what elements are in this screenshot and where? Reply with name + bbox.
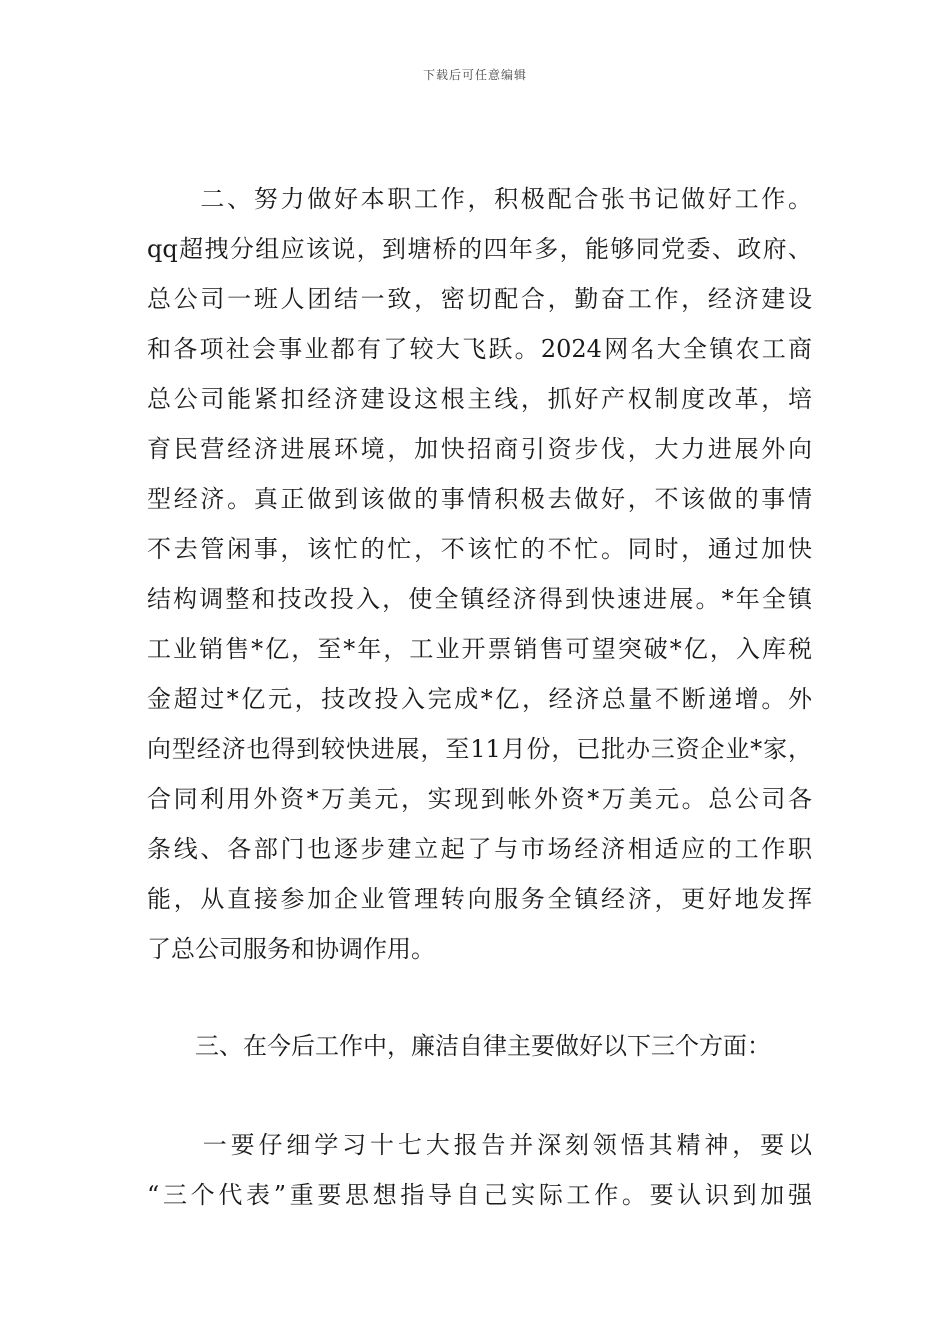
text-line: 工业销售*亿，至*年，工业开票销售可望突破*亿，入库税 (147, 635, 812, 663)
text-line: 一要仔细学习十七大报告并深刻领悟其精神，要以 (147, 1131, 812, 1159)
text-line: 合同利用外资*万美元，实现到帐外资*万美元。总公司各 (147, 785, 812, 813)
text-line: 三、在今后工作中，廉洁自律主要做好以下三个方面： (147, 1032, 771, 1060)
text-line: 二、努力做好本职工作，积极配合张书记做好工作。 (147, 185, 812, 213)
text-line: 了总公司服务和协调作用。 (147, 935, 435, 963)
text-line: 和各项社会事业都有了较大飞跃。2024网名大全镇农工商 (147, 335, 812, 363)
paragraph-section-three-heading (147, 1021, 812, 1071)
text-line: 结构调整和技改投入，使全镇经济得到快速进展。*年全镇 (147, 585, 812, 613)
text-line: 金超过*亿元，技改投入完成*亿，经济总量不断递增。外 (147, 685, 812, 713)
text-line: 型经济。真正做到该做的事情积极去做好，不该做的事情 (147, 485, 812, 513)
text-line: 不去管闲事，该忙的忙，不该忙的不忙。同时，通过加快 (147, 535, 812, 563)
text-line: 总公司能紧扣经济建设这根主线，抓好产权制度改革，培 (147, 385, 812, 413)
page-header: 下载后可任意编辑 (422, 68, 527, 82)
text-line: 总公司一班人团结一致，密切配合，勤奋工作，经济建设 (147, 285, 812, 313)
text-line: “三个代表”重要思想指导自己实际工作。要认识到加强 (147, 1181, 812, 1209)
text-line: 条线、各部门也逐步建立起了与市场经济相适应的工作职 (147, 835, 812, 863)
text-line: 向型经济也得到较快进展，至11月份，已批办三资企业*家， (147, 735, 812, 763)
paragraph-item-one (147, 1120, 812, 1220)
text-line: 育民营经济进展环境，加快招商引资步伐，大力进展外向 (147, 435, 812, 463)
text-line: qq超拽分组应该说，到塘桥的四年多，能够同党委、政府、 (147, 235, 812, 263)
paragraph-section-two (147, 174, 812, 974)
text-line: 能，从直接参加企业管理转向服务全镇经济，更好地发挥 (147, 885, 812, 913)
